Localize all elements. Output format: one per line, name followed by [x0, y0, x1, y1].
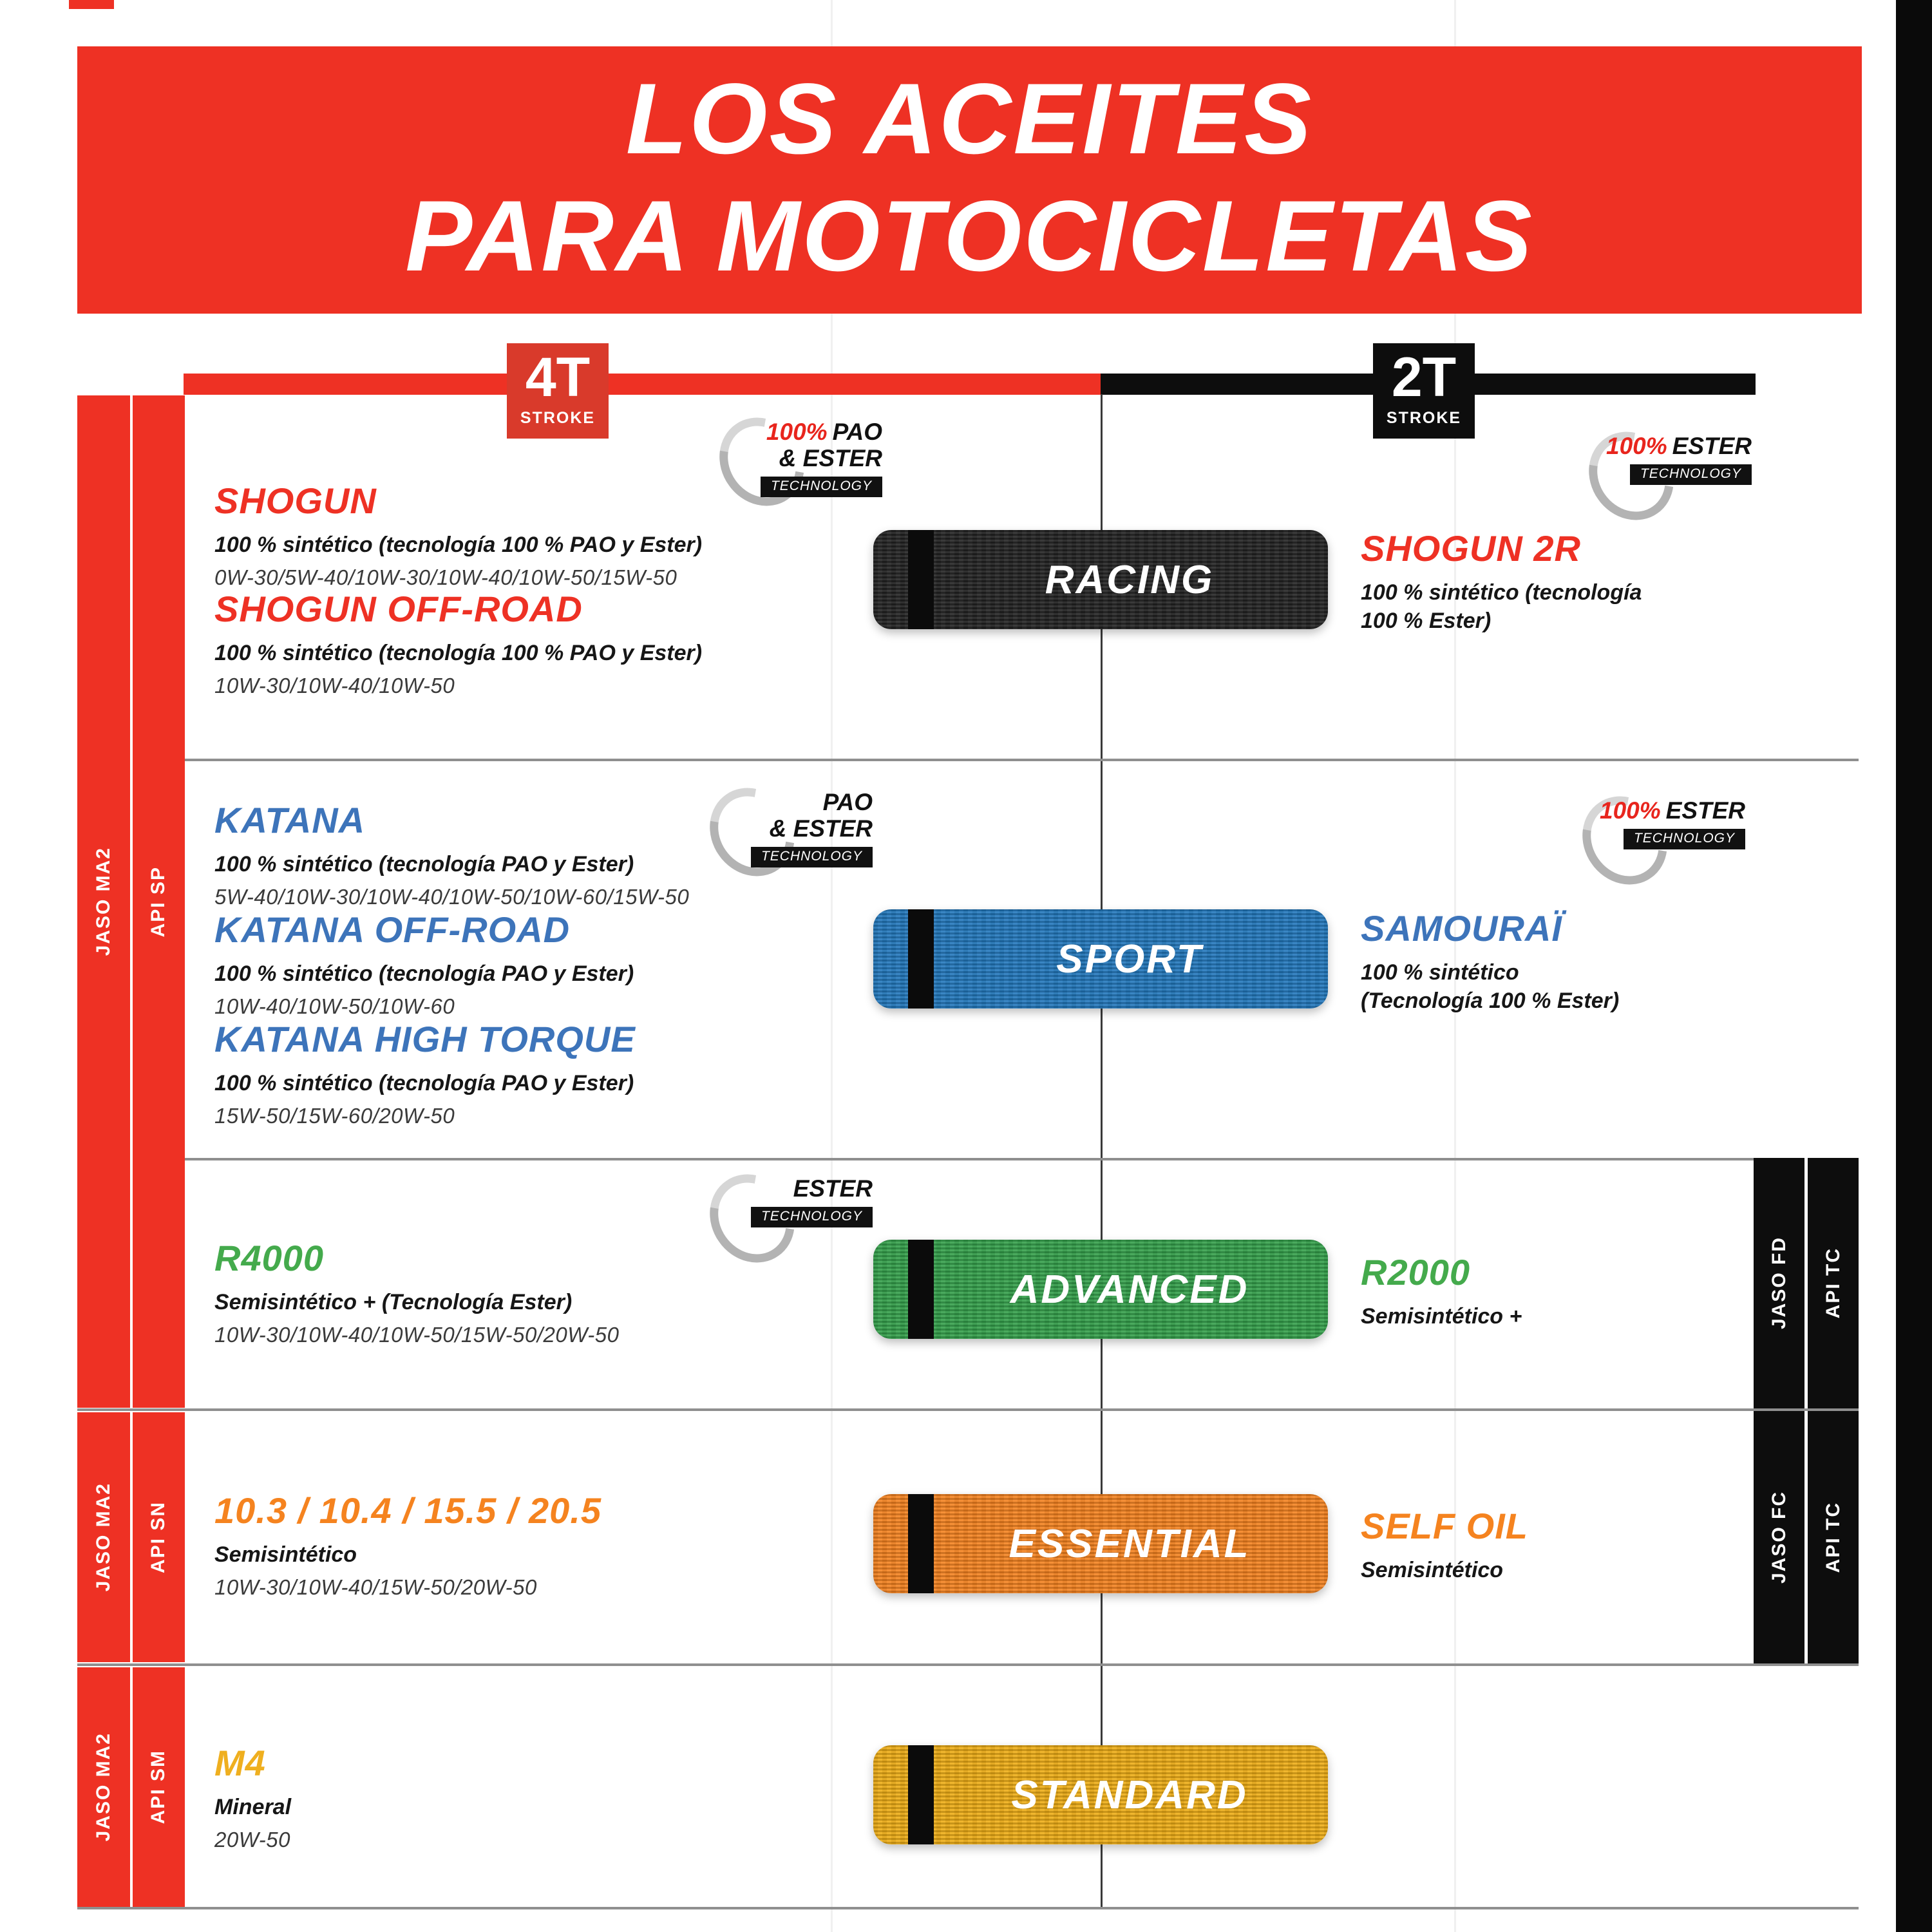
product-desc: 100 % sintético	[1361, 960, 1519, 985]
badge-line1: PAO	[822, 789, 873, 815]
badge-pct: 100%	[1600, 797, 1661, 824]
badge-line2: & ESTER	[769, 815, 873, 842]
product-katana-off-road	[214, 911, 858, 1019]
sidebar-jaso-ma2-api-sp	[77, 395, 185, 1408]
product-desc: 100 % sintético (tecnología 100 % PAO y Ester)	[214, 533, 703, 557]
ribbon-racing	[873, 530, 1328, 629]
product-desc: Semisintético	[1361, 1558, 1504, 1582]
badge-line1: ESTER	[1672, 433, 1752, 459]
product-grades: 10W-30/10W-40/10W-50/15W-50/20W-50	[214, 1323, 620, 1347]
badge-100-ester-technology	[1584, 791, 1745, 887]
row-divider	[77, 1158, 1859, 1160]
product-name: R2000	[1361, 1252, 1471, 1293]
product-grades: 20W-50	[214, 1828, 290, 1852]
page-title	[77, 46, 1862, 314]
product-name: SHOGUN 2R	[1361, 528, 1581, 569]
badge-band: TECHNOLOGY	[751, 847, 873, 867]
2t-sublabel: STROKE	[1386, 409, 1462, 427]
product-katana-high-torque	[214, 1020, 858, 1128]
row-divider	[77, 1663, 1859, 1666]
product-name: SELF OIL	[1361, 1506, 1528, 1546]
4t-sublabel: STROKE	[520, 409, 596, 427]
product-name: SHOGUN OFF-ROAD	[214, 589, 583, 629]
badge-band: TECHNOLOGY	[1630, 464, 1752, 485]
product-m4	[214, 1744, 858, 1852]
row-divider	[77, 1408, 1859, 1411]
jaso-label: JASO MA2	[92, 1732, 114, 1842]
product-desc: Mineral	[214, 1795, 292, 1819]
badge-line2: & ESTER	[779, 445, 882, 471]
product-desc: 100 % sintético (tecnología PAO y Ester)	[214, 852, 634, 876]
product-grades: 5W-40/10W-30/10W-40/10W-50/10W-60/15W-50	[214, 885, 690, 909]
api-label: API TC	[1822, 1247, 1844, 1319]
bleed-mark	[69, 0, 114, 9]
4t-column-bar	[184, 374, 1101, 395]
ribbon-label: ADVANCED	[1010, 1267, 1249, 1312]
api-label: API SP	[147, 866, 169, 938]
product-desc: 100 % sintético (tecnología	[1361, 580, 1642, 605]
ribbon-label: ESSENTIAL	[1009, 1521, 1251, 1566]
product-shogun-2r	[1361, 529, 1773, 635]
api-label: API SM	[147, 1750, 169, 1824]
product-grades: 15W-50/15W-60/20W-50	[214, 1104, 455, 1128]
product-name: SAMOURAÏ	[1361, 908, 1562, 949]
jaso-label: JASO MA2	[92, 1482, 114, 1592]
product-name: M4	[214, 1743, 266, 1783]
ribbon-label: SPORT	[1056, 936, 1203, 981]
jaso-label: JASO FC	[1768, 1490, 1790, 1584]
sidebar-jaso-ma2-api-sn	[77, 1412, 185, 1662]
product-desc: Semisintético	[214, 1542, 357, 1567]
product-name: R4000	[214, 1238, 325, 1278]
product-name: KATANA OFF-ROAD	[214, 909, 571, 950]
ribbon-sport	[873, 909, 1328, 1009]
page-edge-strip	[1896, 0, 1932, 1932]
bottom-border	[77, 1907, 1859, 1909]
product-shogun-off-road	[214, 590, 858, 698]
ribbon-label: STANDARD	[1011, 1772, 1248, 1817]
badge-pao-ester-technology	[712, 782, 873, 879]
ribbon-essential	[873, 1494, 1328, 1593]
product-samourai	[1361, 909, 1773, 1015]
badge-line1: ESTER	[793, 1175, 873, 1202]
product-r2000	[1361, 1253, 1773, 1331]
2t-label: 2T	[1391, 346, 1457, 408]
product-grades: 10W-40/10W-50/10W-60	[214, 994, 455, 1018]
badge-line1: PAO	[832, 419, 882, 445]
ribbon-standard	[873, 1745, 1328, 1844]
product-grades: 10W-30/10W-40/15W-50/20W-50	[214, 1575, 537, 1599]
ribbon-label: RACING	[1045, 557, 1215, 602]
badge-100-pao-ester-technology	[721, 412, 882, 509]
product-10-3-series	[214, 1492, 858, 1600]
badge-line1: ESTER	[1665, 797, 1745, 824]
jaso-label: JASO MA2	[92, 847, 114, 956]
api-label: API SN	[147, 1501, 169, 1574]
product-name: KATANA HIGH TORQUE	[214, 1019, 636, 1059]
product-grades: 0W-30/5W-40/10W-30/10W-40/10W-50/15W-50	[214, 565, 677, 589]
product-self-oil	[1361, 1507, 1773, 1584]
badge-pct: 100%	[766, 419, 828, 445]
product-desc: 100 % Ester)	[1361, 609, 1492, 633]
title-line-1: LOS ACEITES	[625, 63, 1314, 175]
title-line-2: PARA MOTOCICLETAS	[405, 180, 1534, 292]
badge-pct: 100%	[1606, 433, 1667, 459]
product-desc: Semisintético +	[1361, 1304, 1522, 1329]
sidebar-jaso-ma2-api-sm	[77, 1667, 185, 1907]
product-desc: Semisintético + (Tecnología Ester)	[214, 1290, 573, 1314]
product-desc: 100 % sintético (tecnología PAO y Ester)	[214, 1071, 634, 1095]
row-divider	[77, 759, 1859, 761]
badge-ester-technology	[712, 1169, 873, 1265]
4t-stroke-badge	[507, 343, 609, 439]
product-grades: 10W-30/10W-40/10W-50	[214, 674, 455, 697]
product-desc: (Tecnología 100 % Ester)	[1361, 989, 1620, 1013]
product-desc: 100 % sintético (tecnología 100 % PAO y Ester)	[214, 641, 703, 665]
badge-band: TECHNOLOGY	[761, 477, 882, 497]
jaso-label: JASO FD	[1768, 1236, 1790, 1330]
badge-100-ester-technology	[1591, 426, 1752, 523]
badge-band: TECHNOLOGY	[1624, 829, 1745, 849]
4t-label: 4T	[525, 346, 591, 408]
badge-band: TECHNOLOGY	[751, 1207, 873, 1227]
product-name: KATANA	[214, 800, 366, 840]
2t-stroke-badge	[1373, 343, 1475, 439]
product-name: SHOGUN	[214, 480, 377, 521]
product-name: 10.3 / 10.4 / 15.5 / 20.5	[214, 1490, 601, 1531]
ribbon-advanced	[873, 1240, 1328, 1339]
product-desc: 100 % sintético (tecnología PAO y Ester)	[214, 961, 634, 986]
api-label: API TC	[1822, 1501, 1844, 1573]
